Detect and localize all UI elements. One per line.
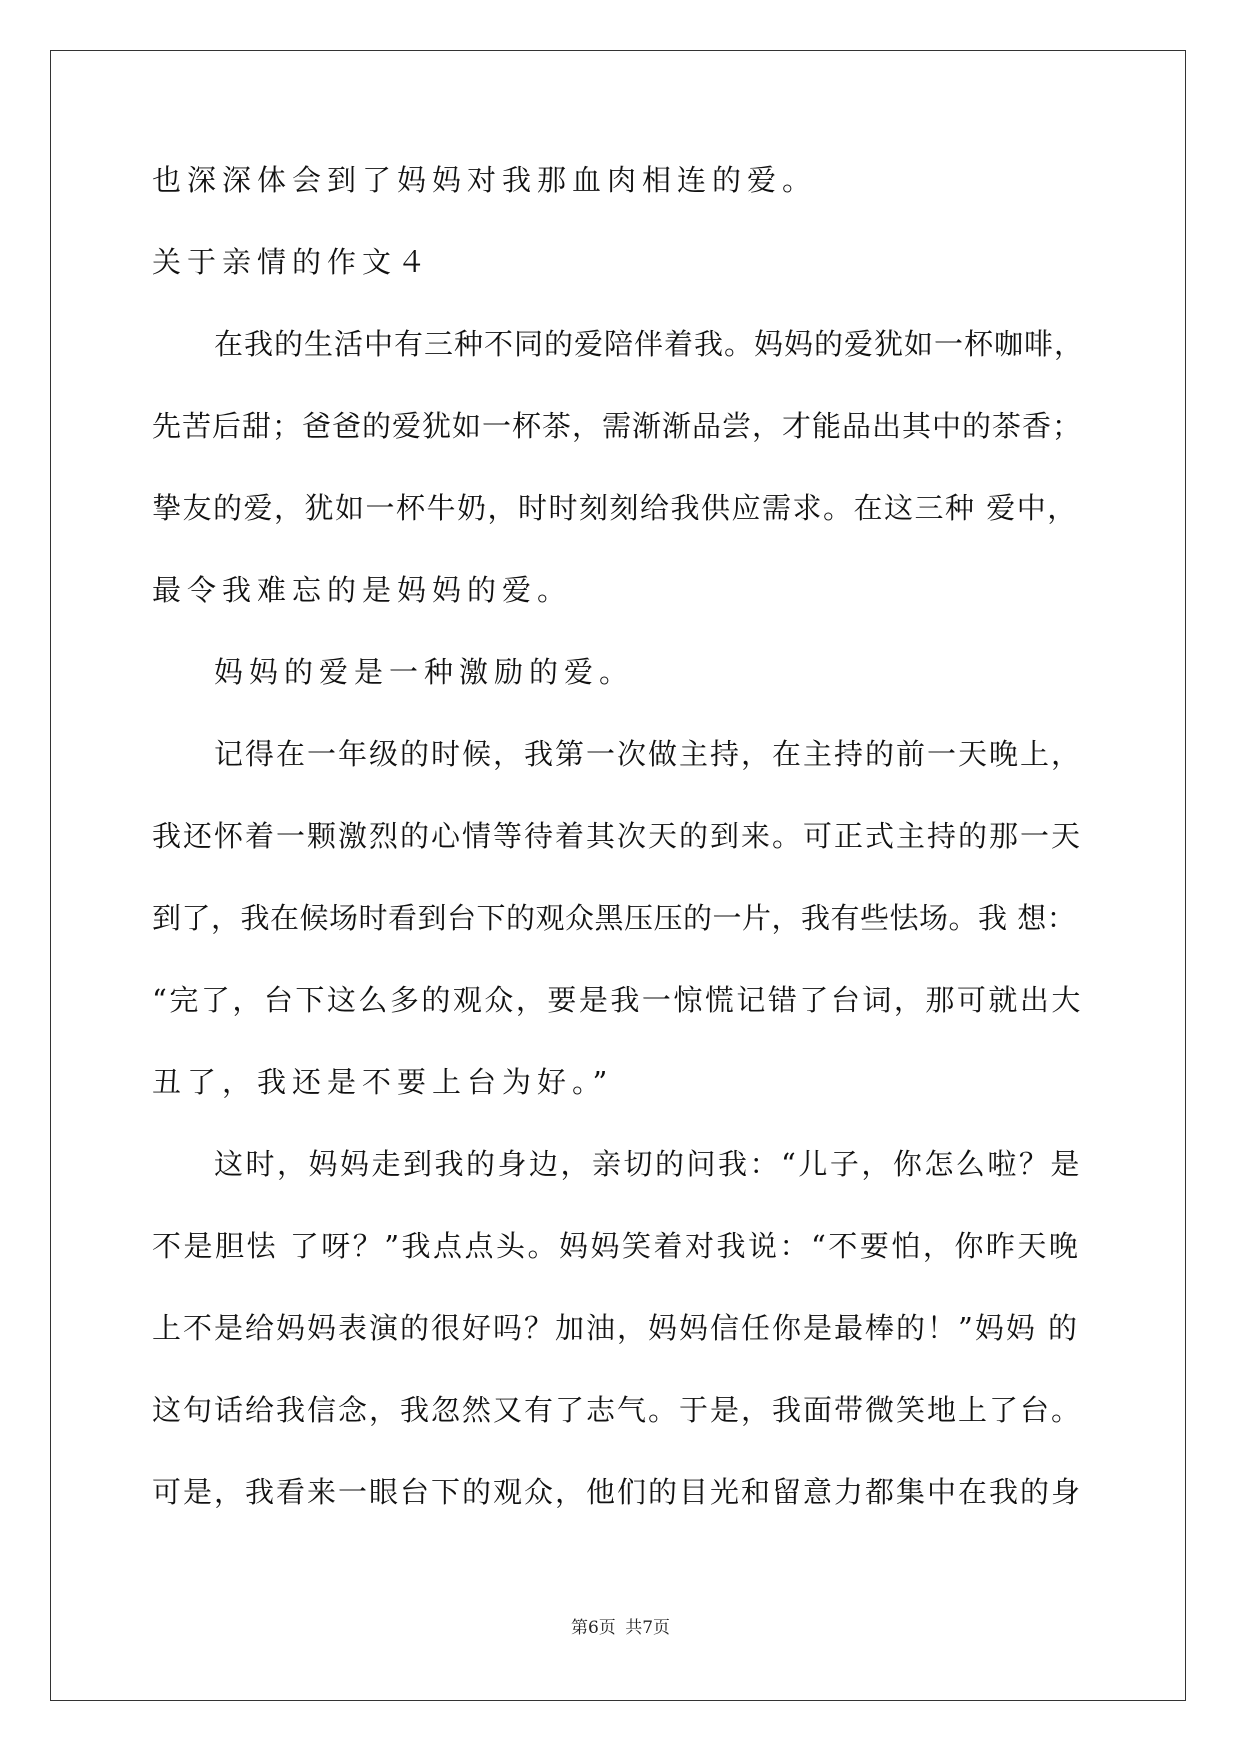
text-line: 先苦后甜；爸爸的爱犹如一杯茶，需渐渐品尝，才能品出其中的茶香；: [152, 409, 1083, 443]
section-heading: 关于亲情的作文４: [152, 245, 433, 279]
text-line: 到了，我在候场时看到台下的观众黑压压的一片，我有些怯场。我 想：: [152, 901, 1077, 935]
text-line: 在我的生活中有三种不同的爱陪伴着我。妈妈的爱犹如一杯咖啡，: [214, 327, 1085, 361]
page-number: 第6页: [570, 1618, 616, 1638]
text-line: 可是，我看来一眼台下的观众，他们的目光和留意力都集中在我的身: [152, 1475, 1083, 1509]
page-footer: [0, 1616, 1241, 1640]
text-line: 这句话给我信念，我忽然又有了志气。于是，我面带微笑地上了台。: [152, 1393, 1083, 1427]
text-line: 上不是给妈妈表演的很好吗？加油，妈妈信任你是最棒的！”妈妈 的: [152, 1311, 1080, 1345]
text-line: 不是胆怯 了呀？”我点点头。妈妈笑着对我说：“不要怕，你昨天晚: [152, 1229, 1081, 1263]
text-line: “完了，台下这么多的观众，要是我一惊慌记错了台词，那可就出大: [152, 983, 1083, 1017]
text-line: 记得在一年级的时候，我第一次做主持，在主持的前一天晚上，: [214, 737, 1083, 771]
page-border: [50, 50, 1186, 1701]
text-line: 妈妈的爱是一种激励的爱。: [214, 655, 635, 689]
total-pages: 共7页: [625, 1618, 671, 1638]
text-line: 我还怀着一颗激烈的心情等待着其次天的到来。可正式主持的那一天: [152, 819, 1083, 853]
text-line: 丑了，我还是不要上台为好。”: [152, 1065, 614, 1099]
text-line: 最令我难忘的是妈妈的爱。: [152, 573, 573, 607]
text-line: 也深深体会到了妈妈对我那血肉相连的爱。: [152, 163, 818, 197]
text-line: 这时，妈妈走到我的身边，亲切的问我：“儿子，你怎么啦？是: [214, 1147, 1082, 1181]
text-line: 挚友的爱，犹如一杯牛奶，时时刻刻给我供应需求。在这三种 爱中，: [152, 491, 1078, 525]
